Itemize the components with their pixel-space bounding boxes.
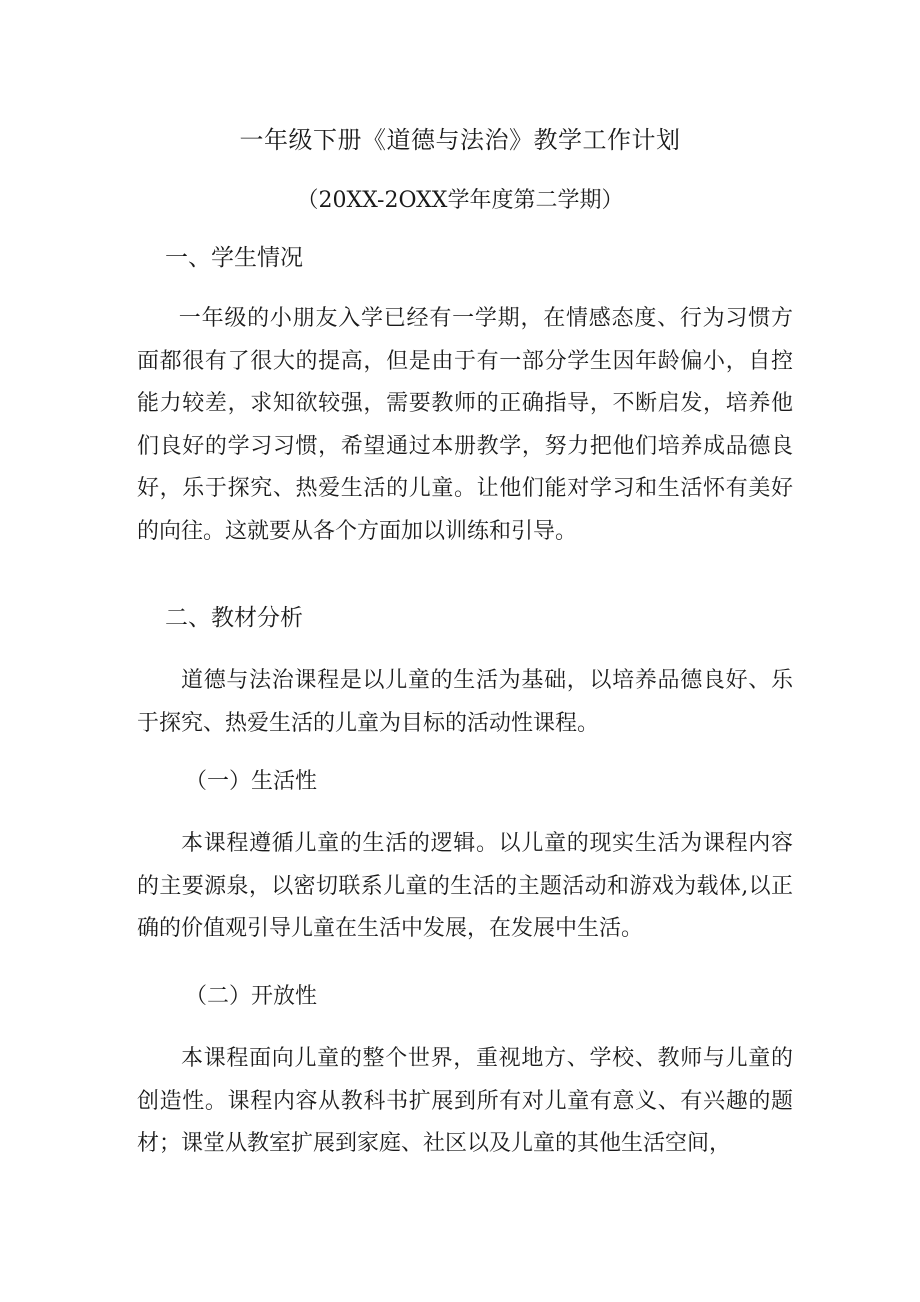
subsection-paragraph-openness: 本课程面向儿童的整个世界，重视地方、学校、教师与儿童的创造性。课程内容从教科书扩展到所有对儿童有意义、有兴趣的题材；课堂从教室扩展到家庭、社区以及儿童的其他生活空间， xyxy=(137,1046,793,1157)
document-subtitle: （20XX-2OXX学年度第二学期） xyxy=(296,188,624,213)
section-heading-textbook-analysis: 二、教材分析 xyxy=(165,605,303,631)
document-title: 一年级下册《道德与法治》教学工作计划 xyxy=(239,126,681,154)
section-paragraph-textbook-analysis: 道德与法治课程是以儿童的生活为基础，以培养品德良好、乐于探究、热爱生活的儿童为目标的活动性课程。 xyxy=(137,668,793,736)
subsection-heading-openness: （二）开放性 xyxy=(185,984,318,1009)
section-paragraph-student-situation: 一年级的小朋友入学已经有一学期，在情感态度、行为习惯方面都很有了很大的提高，但是由于有一部分学生因年龄偏小，自控能力较差，求知欲较强，需要教师的正确指导，不断启发，培养他们良好的学习习惯，希望通过本册教学，努力把他们培养成品德良好，乐于探究、热爱生活的儿童。让他们能对学习和生活怀有美好的向往。这就要从各个方面加以训练和引导。 xyxy=(137,306,793,544)
section-heading-student-situation: 一、学生情况 xyxy=(165,245,303,271)
subsection-heading-life: （一）生活性 xyxy=(185,769,318,794)
subsection-paragraph-life: 本课程遵循儿童的生活的逻辑。以儿童的现实生活为课程内容的主要源泉，以密切联系儿童的生活的主题活动和游戏为载体,以正确的价值观引导儿童在生活中发展，在发展中生活。 xyxy=(137,831,793,942)
